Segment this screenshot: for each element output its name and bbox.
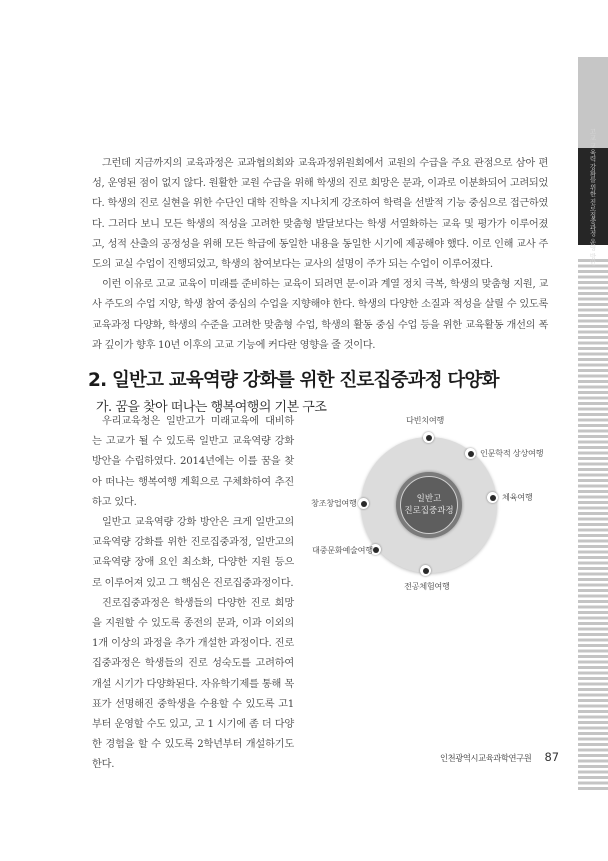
- chapter-side-tab: [578, 57, 608, 790]
- section-title: 2. 일반고 교육역량 강화를 위한 진로집중과정 다양화: [88, 370, 499, 391]
- travel-structure-diagram: [300, 410, 560, 600]
- node-label-davinci: 다빈치여행: [406, 415, 445, 425]
- page-footer: [440, 746, 559, 765]
- node-dot-icon: [420, 565, 431, 576]
- footer-institution: 인천광역시교육과학연구원: [440, 753, 532, 763]
- body-paragraph-3: 진로집중과정은 학생들의 다양한 진로 희망을 지원할 수 있도록 종전의 문과, 이과 이외의 1개 이상의 과정을 추가 개설한 과정이다. 진로집중과정은 학생들의 진로 성숙도를 고려하여 개설 시기가 다양화된다. 자유학기제를 통해 목표가 선명해진 중학생을 수용할 수 있도록 고1부터 운영할 수도 있고, 고 1 시기에 좀 더 다양한 경험을 할 수 있도록 2학년부터 개설하기도 한다.: [92, 597, 294, 771]
- section-subtitle: 가. 꿈을 찾아 떠나는 행복여행의 기본 구조: [96, 400, 327, 415]
- body-text: [92, 412, 294, 776]
- page-number: 87: [544, 750, 560, 764]
- node-label-humanities: 인문학적 상상여행: [480, 448, 544, 458]
- node-dot-icon: [465, 448, 476, 459]
- node-dot-icon: [423, 432, 434, 443]
- node-label-startup: 창조창업여행: [311, 498, 357, 508]
- side-tab-label: 고교 교육력 강화를 위한 진로집중과정 운영 방안: [588, 127, 597, 266]
- node-label-major-experience: 전공체험여행: [404, 581, 450, 591]
- body-paragraph-2: 일반고 교육역량 강화 방안은 크게 일반고의 교육역량 강화를 위한 진로집중과정, 일반고의 교육역량 장애 요인 최소화, 다양한 지원 등으로 이루어져 있고 그 핵심은 진로집중과정이다.: [92, 517, 294, 589]
- core-circle: [400, 476, 458, 534]
- intro-paragraph-2: 이런 이유로 고교 교육이 미래를 준비하는 교육이 되려면 문·이과 계열 정치 극복, 학생의 맞춤형 지원, 교사 주도의 수업 지양, 학생 참여 중심의 수업을 지향해야 한다. 학생의 다양한 소질과 적성을 살릴 수 있도록 교육과정 다양화, 학생의 수준을 고려한 맞춤형 수업, 학생의 활동 중심 수업 등을 위한 교육활동 개선의 폭과 깊이가 향후 10년 이후의 고교 기능에 커다란 영향을 줄 것이다.: [92, 279, 548, 351]
- intro-text: [92, 154, 548, 356]
- side-tab-stripes: [578, 259, 608, 790]
- intro-paragraph-1: 그런데 지금까지의 교육과정은 교과협의회와 교육과정위원회에서 교원의 수급을 주요 관점으로 삼아 편성, 운영된 점이 없지 않다. 원활한 교원 수급을 위해 학생의 진로 희망은 문과, 이과로 이분화되어 고려되었다. 학생의 진로 실현을 위한 수단인 대학 진학을 지나치게 강조하여 학력을 선발적 기능 중심으로 접근하였다. 그러다 보니 모든 학생의 적성을 고려한 맞춤형 발달보다는 학생 서열화하는 교육 및 평가가 이루어졌고, 성적 산출의 공정성을 위해 모든 학급에 동일한 내용을 동일한 시기에 제공해야 했다. 이로 인해 교사 주도의 교실 수업이 진행되었고, 학생의 참여보다는 교사의 설명이 주가 되는 수업이 이루어졌다.: [92, 158, 548, 271]
- node-label-sports: 체육여행: [502, 492, 533, 502]
- side-tab-dark-block: [578, 127, 608, 266]
- node-label-pop-culture-art: 대중문화예술여행: [312, 545, 373, 555]
- node-dot-icon: [358, 498, 369, 509]
- body-paragraph-1: 우리교육청은 일반고가 미래교육에 대비하는 고교가 될 수 있도록 일반고 교육역량 강화 방안을 수립하였다. 2014년에는 이를 꿈을 찾아 떠나는 행복여행 계획으로 구체화하여 추진하고 있다.: [92, 416, 294, 508]
- node-dot-icon: [487, 492, 498, 503]
- core-label-line2: 진로집중과정: [404, 506, 454, 516]
- core-label-line1: 일반고: [416, 494, 442, 504]
